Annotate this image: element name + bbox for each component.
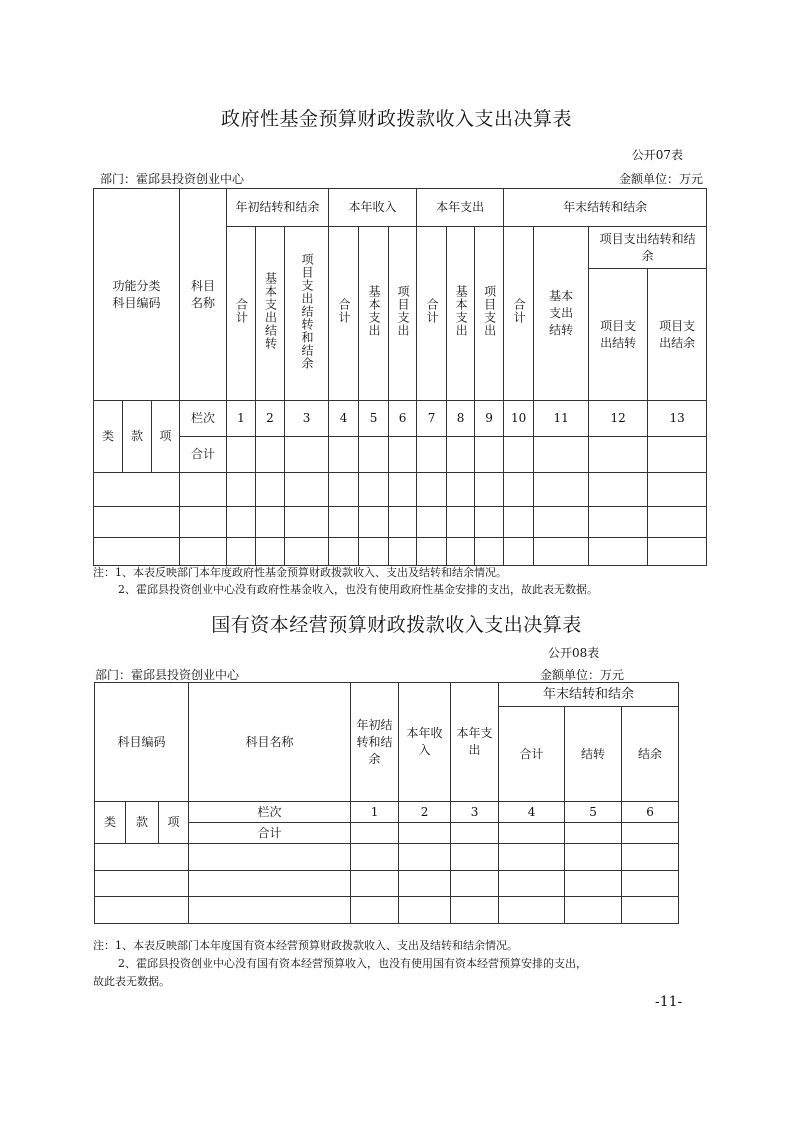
table-row	[94, 538, 707, 566]
header-subject-name: 科目名称	[180, 189, 227, 401]
header-opening: 年初结转和结余	[351, 683, 399, 802]
table-row	[94, 507, 707, 538]
table1-note-2: 2、霍邱县投资创业中心没有政府性基金收入，也没有使用政府性基金安排的支出，故此表无数据。	[118, 583, 598, 596]
column-no: 2	[399, 802, 451, 823]
column-no: 10	[504, 401, 534, 437]
column-no: 5	[359, 401, 389, 437]
column-no: 3	[451, 802, 499, 823]
column-no-label: 栏次	[189, 802, 351, 823]
header-xiang: 项	[159, 802, 189, 844]
table2-unit: 金额单位：万元	[540, 668, 625, 682]
column-no: 4	[329, 401, 359, 437]
header-closing: 年末结转和结余	[499, 683, 679, 707]
header-closing-project-balance: 项目支出结余	[648, 269, 707, 401]
table1-title: 政府性基金预算财政拨款收入支出决算表	[220, 108, 572, 130]
table2-title: 国有资本经营预算财政拨款收入支出决算表	[211, 614, 582, 636]
table-row	[95, 897, 679, 924]
table-row	[94, 473, 707, 507]
header-closing: 年末结转和结余	[504, 189, 707, 227]
header-expense-project: 项目支出	[482, 285, 497, 337]
column-no: 5	[565, 802, 622, 823]
column-no: 7	[417, 401, 447, 437]
column-no: 9	[475, 401, 504, 437]
column-no: 1	[227, 401, 256, 437]
header-opening-basic: 基本支出结转	[263, 272, 278, 350]
column-no: 11	[534, 401, 589, 437]
table-row	[95, 871, 679, 897]
table2-note-2: 2、霍邱县投资创业中心没有国有资本经营预算收入，也没有使用国有资本经营预算安排的支出，	[118, 957, 587, 970]
table2-department: 部门：霍邱县投资创业中心	[95, 668, 240, 682]
table2-note-1: 注：1、本表反映部门本年度国有资本经营预算财政拨款收入、支出及结转和结余情况。	[93, 939, 518, 952]
table-row	[95, 844, 679, 871]
header-kuan: 款	[123, 401, 152, 473]
header-closing-basic: 基本支出结转	[534, 227, 589, 401]
header-closing-carry: 结转	[565, 707, 622, 802]
column-no: 13	[648, 401, 707, 437]
header-closing-project-group: 项目支出结转和结余	[589, 227, 707, 269]
header-income-total: 合计	[337, 298, 352, 324]
table2-form-no: 公开08表	[548, 646, 600, 660]
table2-note-3: 故此表无数据。	[93, 975, 170, 988]
column-no-label: 栏次	[180, 401, 227, 437]
header-opening-project: 项目支出结转和结余	[300, 252, 315, 370]
header-subject-name: 科目名称	[189, 683, 351, 802]
header-closing-total: 合计	[499, 707, 565, 802]
table1-unit: 金额单位：万元	[618, 172, 703, 186]
header-closing-balance: 结余	[622, 707, 679, 802]
header-expense-basic: 基本支出	[454, 285, 469, 337]
table1-department: 部门：霍邱县投资创业中心	[100, 172, 245, 186]
header-lei: 类	[94, 401, 123, 473]
table1	[93, 188, 707, 566]
header-income: 本年收入	[329, 189, 417, 227]
header-lei: 类	[95, 802, 126, 844]
header-expense: 本年支出	[451, 683, 499, 802]
header-closing-project-carry: 项目支出结转	[589, 269, 648, 401]
total-label: 合计	[189, 823, 351, 844]
table2	[94, 682, 679, 924]
header-income-project: 项目支出	[396, 285, 411, 337]
column-no: 4	[499, 802, 565, 823]
table1-total-row	[94, 437, 707, 473]
header-opening: 年初结转和结余	[227, 189, 329, 227]
column-no: 3	[285, 401, 329, 437]
column-no: 1	[351, 802, 399, 823]
column-no: 6	[389, 401, 417, 437]
page-number: -11-	[655, 994, 683, 1010]
header-income: 本年收入	[399, 683, 451, 802]
column-no: 12	[589, 401, 648, 437]
header-closing-total: 合计	[512, 298, 527, 324]
header-expense-total: 合计	[425, 298, 440, 324]
header-kuan: 款	[126, 802, 159, 844]
header-subject-code: 科目编码	[95, 683, 189, 802]
header-expense: 本年支出	[417, 189, 504, 227]
column-no: 6	[622, 802, 679, 823]
total-label: 合计	[180, 437, 227, 473]
header-income-basic: 基本支出	[367, 285, 382, 337]
table1-form-no: 公开07表	[631, 148, 683, 162]
header-opening-total: 合计	[234, 298, 249, 324]
table1-note-1: 注：1、本表反映部门本年度政府性基金预算财政拨款收入、支出及结转和结余情况。	[93, 566, 507, 579]
header-xiang: 项	[152, 401, 180, 473]
column-no: 2	[256, 401, 285, 437]
column-no: 8	[447, 401, 475, 437]
header-func-code: 功能分类科目编码	[94, 189, 180, 401]
